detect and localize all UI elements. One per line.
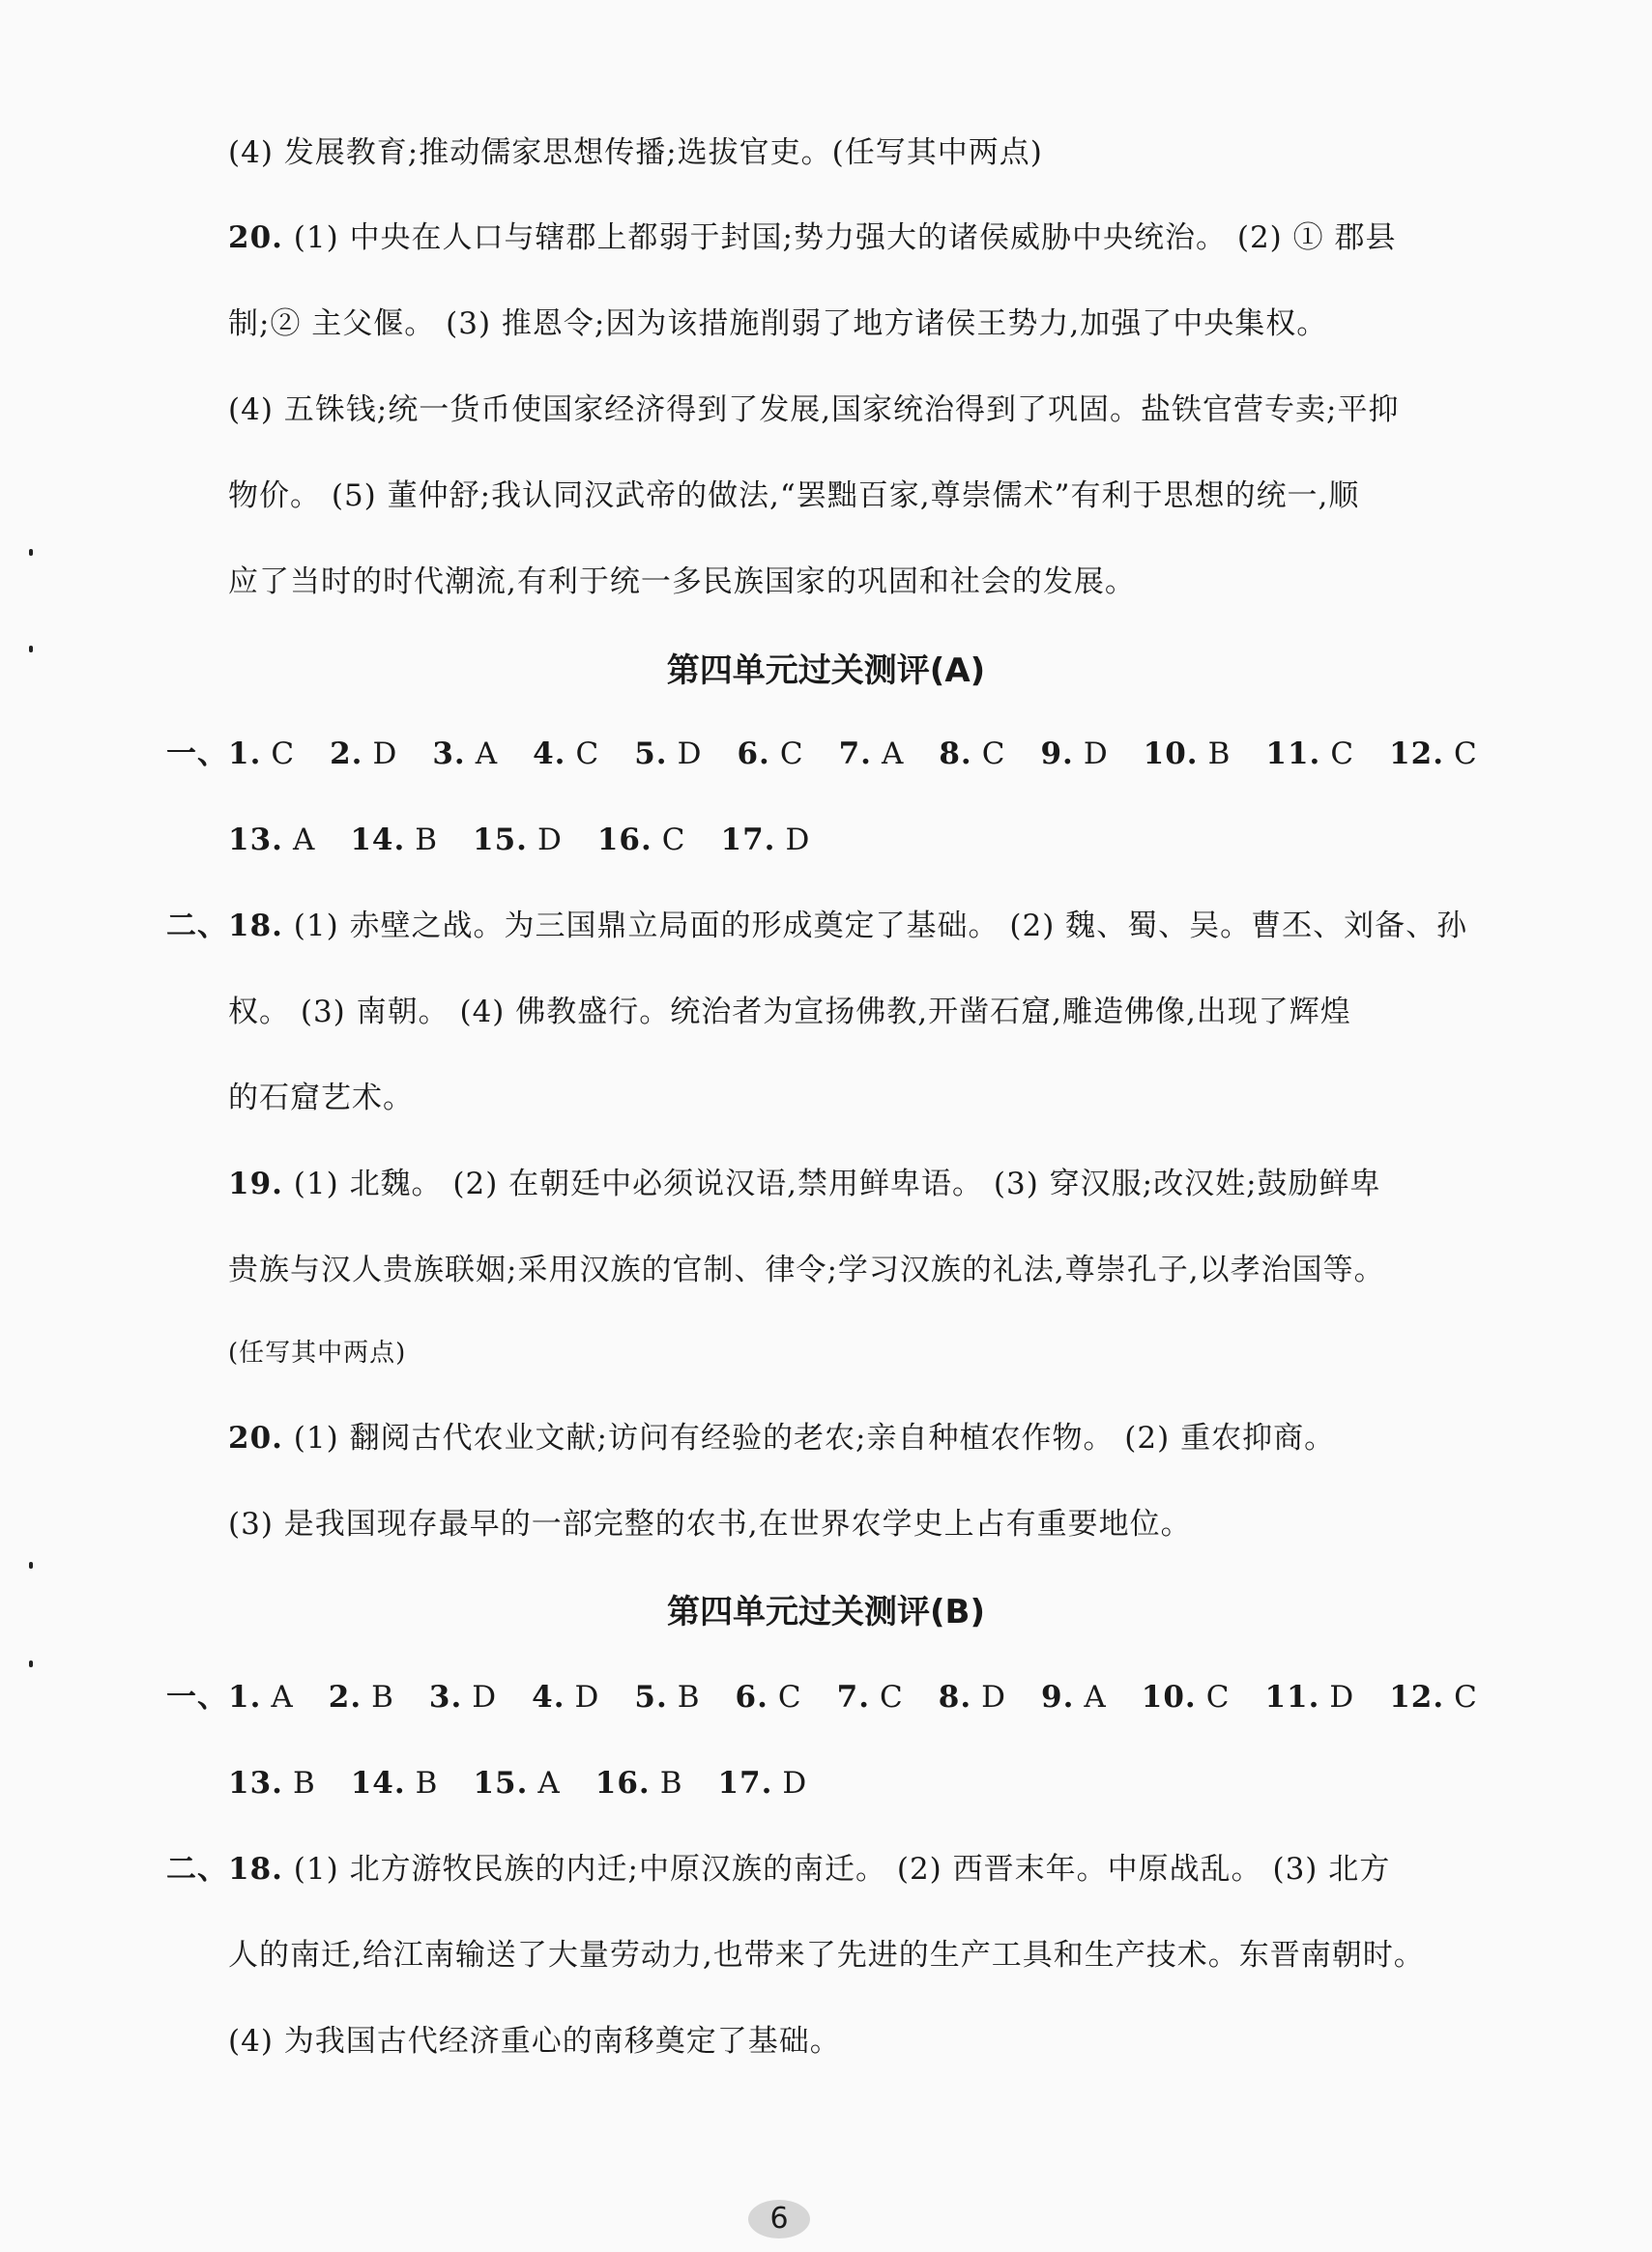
answer-line: 人的南迁,给江南输送了大量劳动力,也带来了先进的生产工具和生产技术。东晋南朝时。 [228, 1938, 1425, 1973]
mc-answer: D [981, 1680, 1006, 1715]
mc-answer: A [475, 736, 499, 771]
question-number: 18. [228, 1852, 283, 1887]
mc-answer: C [1454, 736, 1478, 771]
mc-number: 13. [228, 823, 283, 857]
mc-answer: D [785, 823, 811, 857]
answer-line: 物价。 (5) 董仲舒;我认同汉武帝的做法,“罢黜百家,尊崇儒术”有利于思想的统一,顺 [228, 478, 1360, 513]
mc-answer: C [1205, 1680, 1231, 1715]
mc-number: 15. [473, 823, 528, 857]
mc-answer: A [537, 1766, 561, 1801]
mc-number: 12. [1389, 736, 1444, 771]
mc-number: 14. [350, 1766, 406, 1801]
answer-text: (1) 北方游牧民族的内迁;中原汉族的南迁。 (2) 西晋末年。中原战乱。 (3) 北方 [293, 1852, 1391, 1887]
mc-answer: D [1083, 736, 1109, 771]
mc-answer: B [677, 1680, 701, 1715]
margin-mark [29, 1660, 33, 1667]
mc-answer: C [661, 823, 686, 857]
answer-line [228, 217, 1396, 259]
mc-row [228, 1762, 842, 1804]
answer-line: (3) 是我国现存最早的一部完整的农书,在世界农学史上占有重要地位。 [228, 1507, 1192, 1542]
mc-number: 9. [1041, 1680, 1075, 1715]
part-label: 一、 [166, 1680, 228, 1715]
mc-answer: B [415, 823, 439, 857]
mc-answer: B [659, 1766, 683, 1801]
mc-answer: B [1207, 736, 1232, 771]
mc-answer: C [1330, 736, 1355, 771]
mc-answer: A [881, 736, 905, 771]
mc-number: 16. [594, 1766, 651, 1801]
mc-number: 10. [1143, 736, 1199, 771]
mc-answer: B [415, 1766, 439, 1801]
mc-number: 17. [717, 1766, 773, 1801]
mc-answer: D [472, 1680, 498, 1715]
answer-line: (4) 发展教育;推动儒家思想传播;选拔官吏。(任写其中两点) [228, 135, 1043, 170]
mc-answer: D [677, 736, 703, 771]
mc-number: 11. [1265, 736, 1321, 771]
mc-number: 9. [1040, 736, 1074, 771]
mc-number: 12. [1389, 1680, 1445, 1715]
mc-row [166, 1676, 1513, 1718]
mc-number: 17. [720, 823, 776, 857]
answer-text: (1) 中央在人口与辖郡上都弱于封国;势力强大的诸侯威胁中央统治。 (2) ① 郡县 [293, 220, 1397, 255]
mc-answer: C [777, 1680, 802, 1715]
mc-number: 7. [838, 736, 872, 771]
mc-answer: D [1329, 1680, 1355, 1715]
answer-line [228, 1163, 1381, 1205]
mc-answer: C [779, 736, 804, 771]
mc-answer: C [981, 736, 1006, 771]
answer-line: (4) 五铢钱;统一货币使国家经济得到了发展,国家统治得到了巩固。盐铁官营专卖;平抑 [228, 392, 1400, 427]
mc-row [166, 733, 1513, 775]
page-number: 6 [748, 2200, 810, 2238]
answer-line: 应了当时的时代潮流,有利于统一多民族国家的巩固和社会的发展。 [228, 564, 1136, 599]
mc-answer: D [782, 1766, 808, 1801]
margin-mark [29, 1562, 33, 1569]
question-number: 20. [228, 220, 283, 255]
mc-number: 5. [634, 1680, 668, 1715]
mc-row [228, 819, 845, 861]
mc-answer: C [271, 736, 296, 771]
mc-answer: B [371, 1680, 394, 1715]
mc-number: 16. [596, 823, 652, 857]
mc-number: 8. [938, 1680, 972, 1715]
answer-line: 权。 (3) 南朝。 (4) 佛教盛行。统治者为宣扬佛教,开凿石窟,雕造佛像,出现了辉煌 [228, 995, 1351, 1029]
mc-number: 3. [432, 736, 466, 771]
mc-number: 13. [228, 1766, 283, 1801]
mc-number: 5. [634, 736, 668, 771]
section-title-b: 第四单元过关测评(B) [667, 1593, 985, 1631]
answer-text: (1) 北魏。 (2) 在朝廷中必须说汉语,禁用鲜卑语。 (3) 穿汉服;改汉姓;鼓励鲜卑 [293, 1167, 1381, 1201]
mc-number: 1. [228, 736, 262, 771]
mc-number: 14. [350, 823, 406, 857]
mc-number: 6. [735, 1680, 768, 1715]
margin-mark [29, 549, 33, 556]
mc-number: 4. [533, 736, 566, 771]
answer-line: (任写其中两点) [228, 1339, 407, 1368]
question-number: 18. [228, 909, 283, 943]
answer-line: 贵族与汉人贵族联姻;采用汉族的官制、律令;学习汉族的礼法,尊崇孔子,以孝治国等。 [228, 1253, 1385, 1287]
mc-number: 15. [473, 1766, 529, 1801]
mc-answer: A [1084, 1680, 1107, 1715]
mc-number: 11. [1264, 1680, 1320, 1715]
mc-answer: C [1454, 1680, 1478, 1715]
mc-answer: B [292, 1766, 316, 1801]
answer-line [228, 1417, 1335, 1459]
mc-answer: D [536, 823, 563, 857]
mc-number: 3. [428, 1680, 463, 1715]
mc-answer: D [574, 1680, 600, 1715]
answer-line: 制;② 主父偃。 (3) 推恩令;因为该措施削弱了地方诸侯王势力,加强了中央集权。 [228, 306, 1328, 341]
answer-line [166, 905, 1467, 947]
part-label: 一、 [166, 736, 228, 771]
mc-number: 8. [939, 736, 972, 771]
question-number: 20. [228, 1421, 283, 1456]
mc-number: 2. [330, 736, 363, 771]
mc-number: 4. [532, 1680, 565, 1715]
section-title-a: 第四单元过关测评(A) [666, 651, 986, 690]
mc-answer: C [575, 736, 600, 771]
mc-number: 1. [228, 1680, 262, 1715]
mc-number: 2. [328, 1680, 362, 1715]
answer-text: (1) 赤壁之战。为三国鼎立局面的形成奠定了基础。 (2) 魏、蜀、吴。曹丕、刘备、孙 [293, 909, 1468, 943]
answer-line: (4) 为我国古代经济重心的南移奠定了基础。 [228, 2024, 841, 2059]
mc-answer: C [880, 1680, 904, 1715]
question-number: 19. [228, 1167, 283, 1201]
mc-answer: D [372, 736, 398, 771]
mc-answer: A [271, 1680, 294, 1715]
part-label: 二、 [166, 1852, 228, 1887]
part-label: 二、 [166, 909, 228, 943]
mc-number: 10. [1141, 1680, 1197, 1715]
answer-line: 的石窟艺术。 [228, 1081, 414, 1115]
mc-answer: A [292, 823, 316, 857]
answer-text: (1) 翻阅古代农业文献;访问有经验的老农;亲自种植农作物。 (2) 重农抑商。 [293, 1421, 1336, 1456]
mc-number: 7. [836, 1680, 871, 1715]
answer-line [166, 1848, 1390, 1891]
mc-number: 6. [737, 736, 770, 771]
